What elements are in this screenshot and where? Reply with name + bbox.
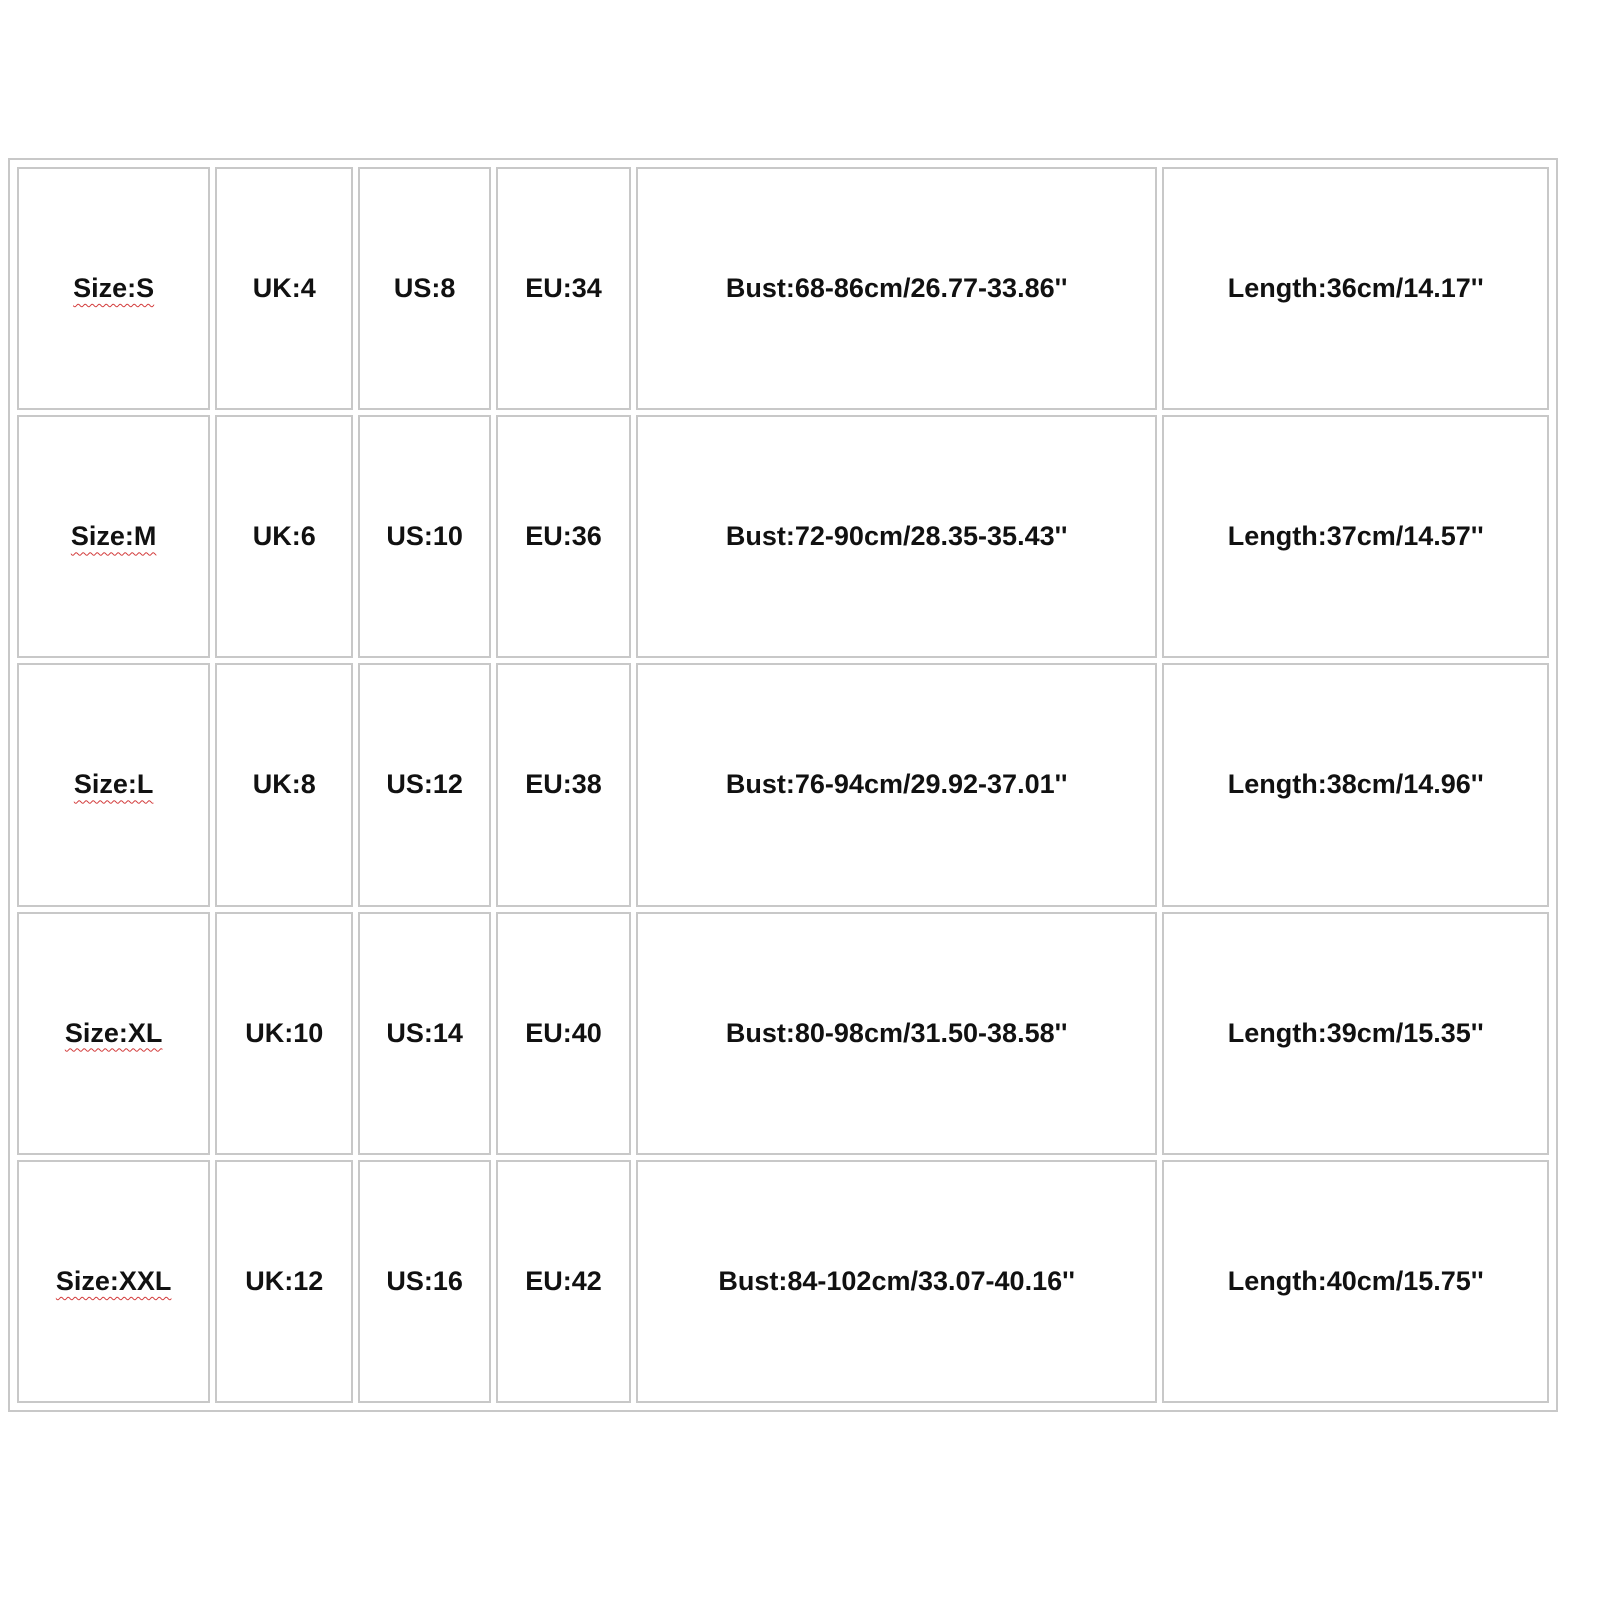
length-cell: Length:40cm/15.75'' [1162, 1160, 1549, 1403]
table-row [17, 663, 1549, 906]
us-size-cell: US:16 [358, 1160, 491, 1403]
size-label: Size:S [73, 273, 155, 304]
size-cell [17, 663, 210, 906]
us-size-cell: US:14 [358, 912, 491, 1155]
uk-size-cell: UK:10 [215, 912, 353, 1155]
uk-size-cell: UK:12 [215, 1160, 353, 1403]
size-label: Size:XXL [55, 1265, 172, 1296]
us-size-cell: US:8 [358, 167, 491, 410]
eu-size-cell: EU:42 [496, 1160, 631, 1403]
uk-size-cell: UK:8 [215, 663, 353, 906]
eu-size-cell: EU:34 [496, 167, 631, 410]
length-cell: Length:38cm/14.96'' [1162, 663, 1549, 906]
bust-cell: Bust:84-102cm/33.07-40.16'' [636, 1160, 1157, 1403]
bust-cell: Bust:68-86cm/26.77-33.86'' [636, 167, 1157, 410]
size-cell [17, 1160, 210, 1403]
us-size-cell: US:10 [358, 415, 491, 658]
size-cell [17, 415, 210, 658]
table-row [17, 167, 1549, 410]
size-chart [8, 158, 1558, 1412]
bust-cell: Bust:72-90cm/28.35-35.43'' [636, 415, 1157, 658]
us-size-cell: US:12 [358, 663, 491, 906]
table-row [17, 415, 1549, 658]
bust-cell: Bust:80-98cm/31.50-38.58'' [636, 912, 1157, 1155]
eu-size-cell: EU:40 [496, 912, 631, 1155]
uk-size-cell: UK:4 [215, 167, 353, 410]
length-cell: Length:37cm/14.57'' [1162, 415, 1549, 658]
size-label: Size:XL [64, 1017, 163, 1048]
uk-size-cell: UK:6 [215, 415, 353, 658]
size-label: Size:M [70, 521, 157, 552]
size-table [12, 162, 1554, 1408]
bust-cell: Bust:76-94cm/29.92-37.01'' [636, 663, 1157, 906]
size-label: Size:L [73, 769, 154, 800]
eu-size-cell: EU:38 [496, 663, 631, 906]
length-cell: Length:39cm/15.35'' [1162, 912, 1549, 1155]
size-cell [17, 167, 210, 410]
eu-size-cell: EU:36 [496, 415, 631, 658]
size-cell [17, 912, 210, 1155]
table-row [17, 912, 1549, 1155]
length-cell: Length:36cm/14.17'' [1162, 167, 1549, 410]
table-row [17, 1160, 1549, 1403]
